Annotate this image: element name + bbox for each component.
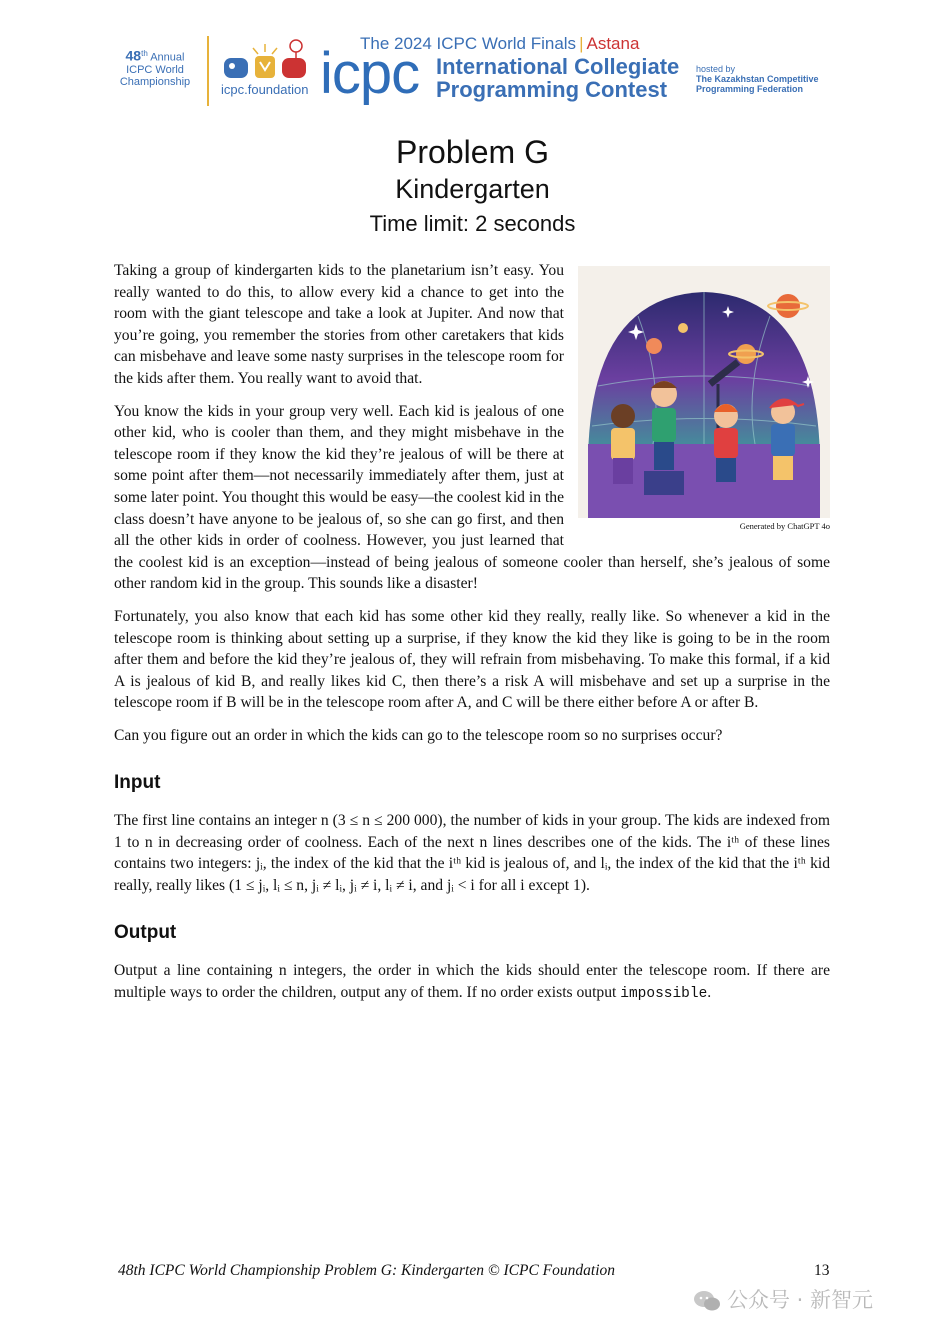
problem-name: Kindergarten <box>395 174 550 204</box>
statement-paragraph-2: You know the kids in your group very well. Each kid is jealous of one other kid, who is cooler than them, and they might misbehave in the telescope room if they know the kid they’re jealous of will be there at some point after them—not necessarily immediately after them, just at some later point. You thought this would be easy—the coolest kid in the class doesn’t have anyone to be jealous of, so she can go first, and then all the other kids in order of coolness. However, you just learned that the coolest kid is an exception—instead of being jealous of someone cooler than herself, she’s jealous of some other random kid in the group. This sounds like a disaster! <box>114 402 830 593</box>
output-description <box>114 960 830 1005</box>
page-header <box>0 0 945 120</box>
icpc-full-name <box>436 55 679 101</box>
problem-statement <box>114 260 830 1016</box>
icpc-name-line2: Programming Contest <box>436 77 668 102</box>
output-keyword: impossible <box>620 985 708 1002</box>
event-title: The 2024 ICPC World Finals <box>360 34 577 53</box>
championship-suffix: th <box>141 49 148 58</box>
championship-number: 48 <box>125 47 142 64</box>
watermark-text: 公众号 · 新智元 <box>727 1288 874 1312</box>
illustration-figure <box>578 266 830 532</box>
icpc-name-line1: International Collegiate <box>436 54 680 79</box>
statement-paragraph-4: Can you figure out an order in which the kids can go to the telescope room so no surprises occur? <box>114 726 723 744</box>
foundation-label: icpc.foundation <box>221 82 309 97</box>
time-limit: Time limit: 2 seconds <box>369 211 576 236</box>
hosted-label: hosted by <box>696 64 736 74</box>
output-heading: Output <box>114 922 177 944</box>
problem-title: Problem G <box>396 134 549 170</box>
wechat-icon <box>693 1289 721 1313</box>
host-line2: Programming Federation <box>696 84 804 94</box>
event-line <box>360 34 639 54</box>
input-heading: Input <box>114 772 161 794</box>
icpc-wordmark: icpc <box>320 41 420 106</box>
championship-word: Annual <box>150 51 185 64</box>
championship-badge <box>112 48 198 88</box>
statement-paragraph-3: Fortunately, you also know that each kid has some other kid they really, really like. So whenever a kid in the telescope room is thinking about setting up a surprise, if they know the kid they like is going to be in the room after them and before the kid they’re jealous of, they will refrain from misbehaving. To make this formal, if a kid A is jealous of kid B, and really likes kid C, then there’s a risk A will misbehave and set up a surprise in the telescope room if B will be in the telescope room after A, and C will be there either before A or after B. <box>114 607 830 712</box>
championship-line3: Championship <box>119 75 191 88</box>
icpc-foundation-logo-icon <box>222 38 312 84</box>
page-number: 13 <box>814 1262 830 1279</box>
event-city: Astana <box>586 34 640 53</box>
input-description: The first line contains an integer n (3 ≤ n ≤ 200 000), the number of kids in your group. The kids are indexed from 1 to n in decreasing order of coolness. Each of the next n lines describes one of the kids. The iᵗʰ of these lines contains two integers: jᵢ, the index of the kid that the iᵗʰ kid is jealous of, and lᵢ, the index of the kid that the iᵗʰ kid really, really likes (1 ≤ jᵢ, lᵢ ≤ n, jᵢ ≠ lᵢ, jᵢ ≠ i, lᵢ ≠ i, and jᵢ < i for all i except 1). <box>114 812 830 894</box>
header-divider <box>207 36 209 106</box>
planetarium-illustration <box>578 266 830 518</box>
watermark <box>693 1284 873 1314</box>
host-line1: The Kazakhstan Competitive <box>696 74 819 84</box>
output-text-end: . <box>707 983 712 1001</box>
event-separator: | <box>579 34 584 53</box>
output-text: Output a line containing n integers, the order in which the kids should enter the telescope room. If there are multiple ways to order the children, output any of them. If no order exists output <box>114 962 830 1001</box>
page-footer: 48th ICPC World Championship Problem G: Kindergarten © ICPC Foundation <box>118 1262 616 1279</box>
statement-paragraph-1: Taking a group of kindergarten kids to the planetarium isn’t easy. You really wanted to do this, to allow every kid a chance to get into the room with the giant telescope and take a look at Jupiter. And now that you’re going, you remember the stories from other caretakers that kids can misbehave and leave some nasty surprises in the telescope room for the kids after them. You really want to avoid that. <box>114 262 564 387</box>
hosted-by <box>696 64 819 94</box>
figure-caption: Generated by ChatGPT 4o <box>739 521 830 531</box>
championship-line2: ICPC World <box>126 63 184 76</box>
